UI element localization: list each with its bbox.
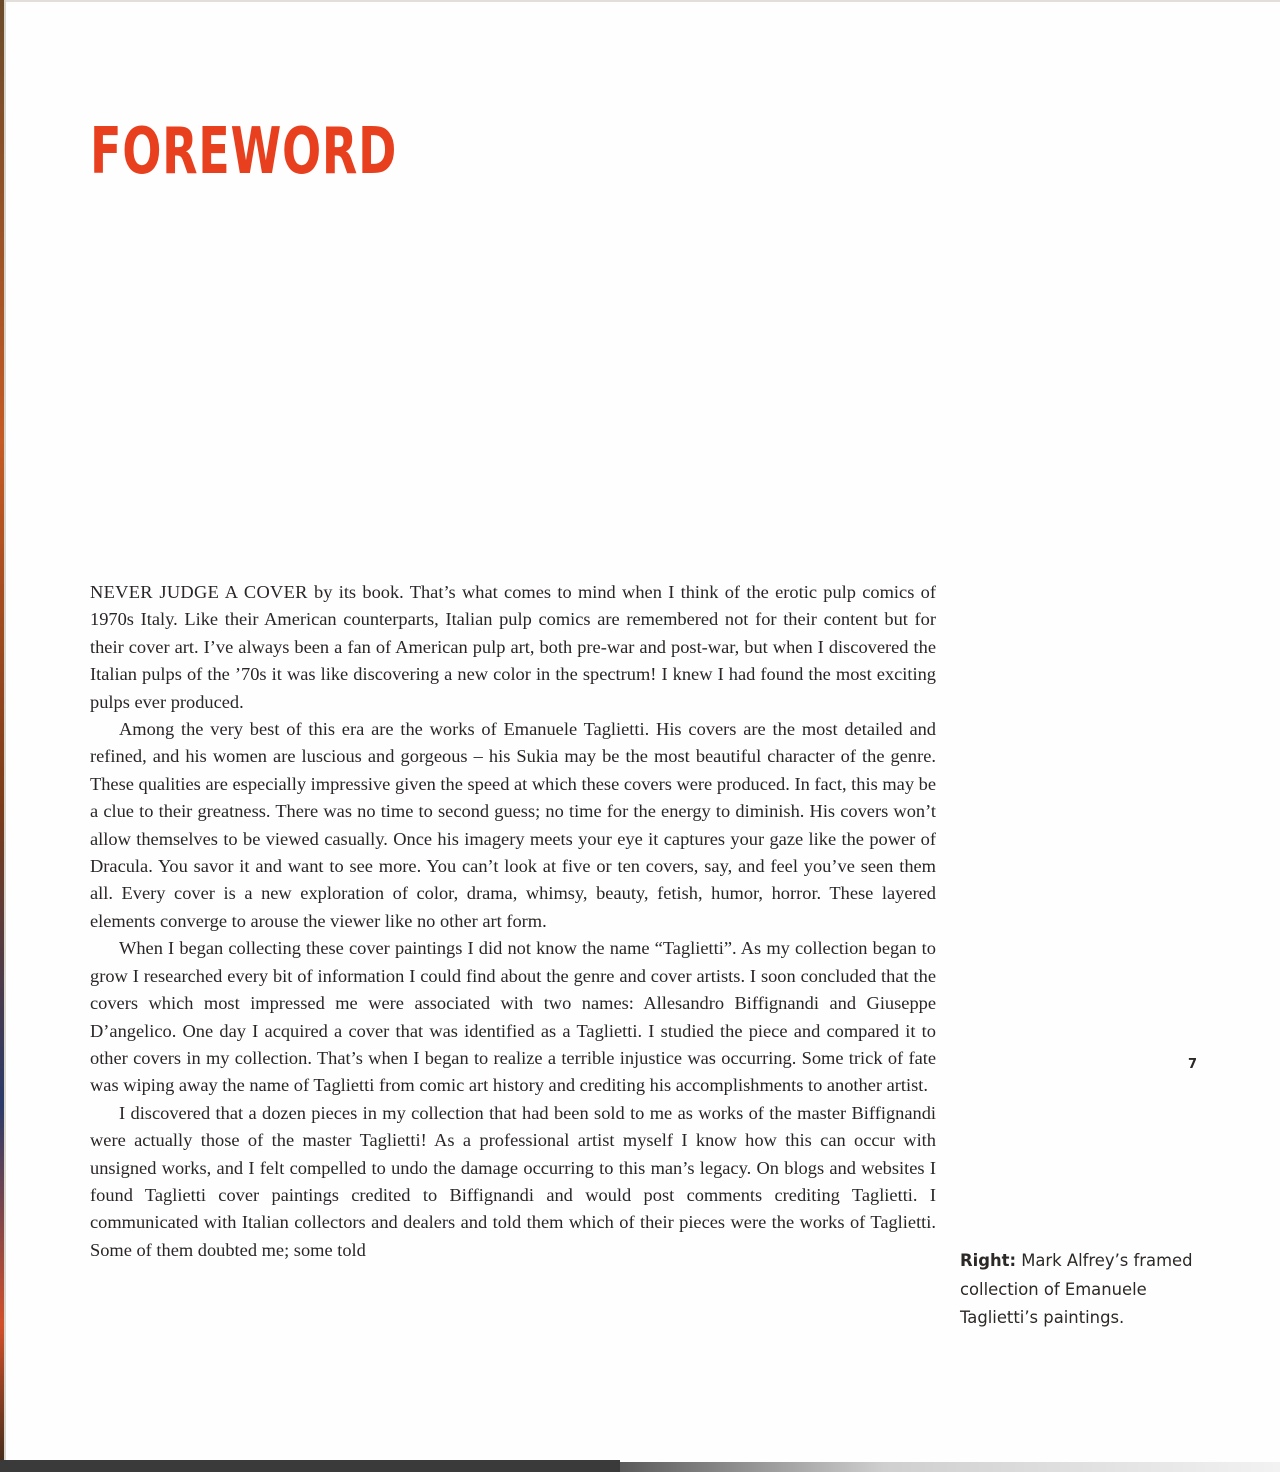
caption-label: Right: bbox=[960, 1251, 1017, 1270]
caption-text: Mark Alfrey’s framed collection of Emanuele Taglietti’s paintings. bbox=[960, 1251, 1193, 1327]
page-title: FOREWORD bbox=[90, 115, 398, 189]
scan-spine-gutter bbox=[4, 0, 6, 1472]
paragraph-3: When I began collecting these cover paintings I did not know the name “Taglietti”. As my collection began to grow I researched every bit of information I could find about the genre and cover artists. I soon concluded that the covers which most impressed me were associated with two names: Allesandro Biffignandi and Giuseppe D’angelico. One day I acquired a cover that was identified as a Taglietti. I studied the piece and compared it to other covers in my collection. That’s when I began to realize a terrible injustice was occurring. Some trick of fate was wiping away the name of Taglietti from comic art history and crediting his accomplishments to another artist. bbox=[90, 938, 936, 1096]
paragraph-1-text: by its book. That’s what comes to mind when I think of the erotic pulp comics of 1970s Italy. Like their American counterparts, Italian pulp comics are remembered not for their content but for their cover art. I’ve always been a fan of American pulp art, both pre-war and post-war, but when I discovered the Italian pulps of the ’70s it was like discovering a new color in the spectrum! I knew I had found the most exciting pulps ever produced. bbox=[90, 582, 936, 712]
scan-bottom-edge bbox=[0, 1460, 620, 1472]
scan-bottom-edge-fade bbox=[620, 1462, 1280, 1472]
scan-top-edge bbox=[0, 0, 1280, 2]
lead-in-caps: NEVER JUDGE A COVER bbox=[90, 582, 308, 602]
paragraph-4: I discovered that a dozen pieces in my collection that had been sold to me as works of the master Biffignandi were actually those of the master Taglietti! As a professional artist myself I know how this can occur with unsigned works, and I felt compelled to undo the damage occurring to this man’s legacy. On blogs and websites I found Taglietti cover paintings credited to Biffignandi and would post comments crediting Taglietti. I communicated with Italian collectors and dealers and told them which of their pieces were the works of Taglietti. Some of them doubted me; some told bbox=[90, 1102, 936, 1260]
page-number: 7 bbox=[1188, 1057, 1198, 1072]
paragraph-1 bbox=[90, 579, 936, 716]
foreword-body bbox=[90, 579, 936, 1264]
image-caption bbox=[960, 1247, 1200, 1333]
paragraph-2: Among the very best of this era are the works of Emanuele Taglietti. His covers are the most detailed and refined, and his women are luscious and gorgeous – his Sukia may be the most beautiful character of the genre. These qualities are especially impressive given the speed at which these covers were produced. In fact, this may be a clue to their greatness. There was no time to second guess; no time for the energy to diminish. His covers won’t allow themselves to be viewed casually. Once his imagery meets your eye it captures your gaze like the power of Dracula. You savor it and want to see more. You can’t look at five or ten covers, say, and feel you’ve seen them all. Every cover is a new exploration of color, drama, whimsy, beauty, fetish, humor, horror. These layered elements converge to arouse the viewer like no other art form. bbox=[90, 719, 936, 931]
